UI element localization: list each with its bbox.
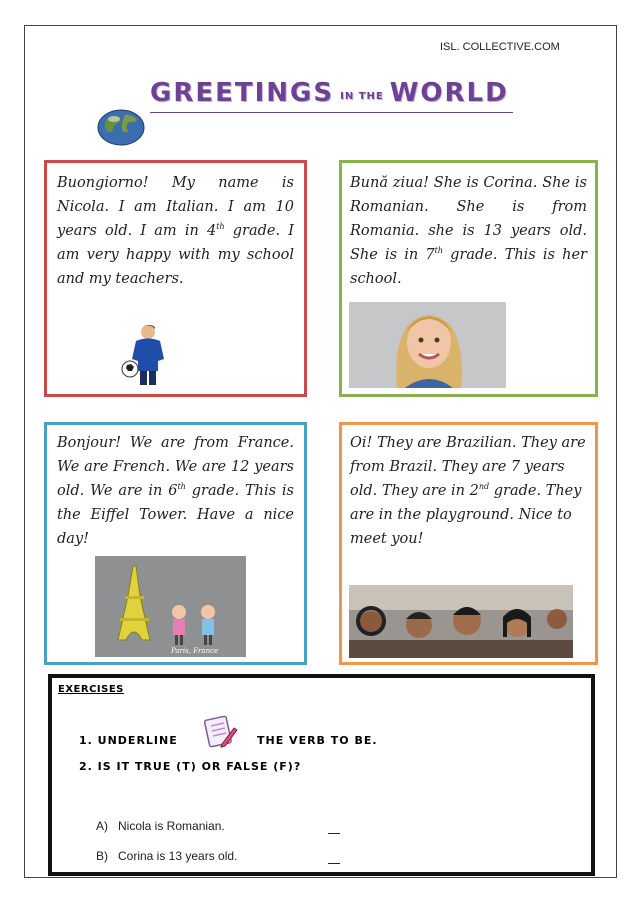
item-letter-a: A) [96,819,108,833]
item-text-a: Nicola is Romanian. [118,819,225,833]
question-1-part2: THE VERB TO BE. [257,734,378,747]
children-playground-image [349,585,573,658]
globe-icon [97,109,145,146]
eiffel-tower-image [95,556,246,657]
greeting-box-italy [44,160,307,397]
question-1-part1: 1. UNDERLINE [79,734,178,747]
title-part-in-the: IN THE [340,90,384,102]
notepad-pencil-icon [204,714,238,748]
brazil-text: Oi! They are Brazilian. They are from Brazil. They are 7 years old. They are in 2nd grade. They are in the playground. Nice to meet you! [350,435,586,547]
item-text-b: Corina is 13 years old. [118,849,238,863]
girl-photo-image [349,302,506,388]
france-text: Bonjour! We are from France. We are French. We are 12 years old. We are in 6th grade. This is the Eiffel Tower. Have a nice day! [57,435,294,547]
title-part-world: WORLD [389,78,509,108]
title-part-greetings: GREETINGS [150,78,335,108]
page-title [150,78,513,113]
answer-blank-b[interactable] [328,863,340,864]
item-letter-b: B) [96,849,108,863]
france-image-caption: Paris, France [171,647,219,655]
exercises-title: EXERCISES [58,684,124,695]
exercises-section [48,674,595,876]
romania-text: Bună ziua! She is Corina. She is Romanian. She is from Romania. she is 13 years old. She is in 7th grade. This is her school. [350,175,587,287]
question-2: 2. IS IT TRUE (T) OR FALSE (F)? [79,760,302,773]
boy-with-football-image [118,323,174,387]
site-watermark: ISL. COLLECTIVE.COM [440,41,560,53]
italy-text: Buongiorno! My name is Nicola. I am Italian. I am 10 years old. I am in 4th grade. I am very happy with my school and my teachers. [57,175,295,287]
answer-blank-a[interactable] [328,833,340,834]
